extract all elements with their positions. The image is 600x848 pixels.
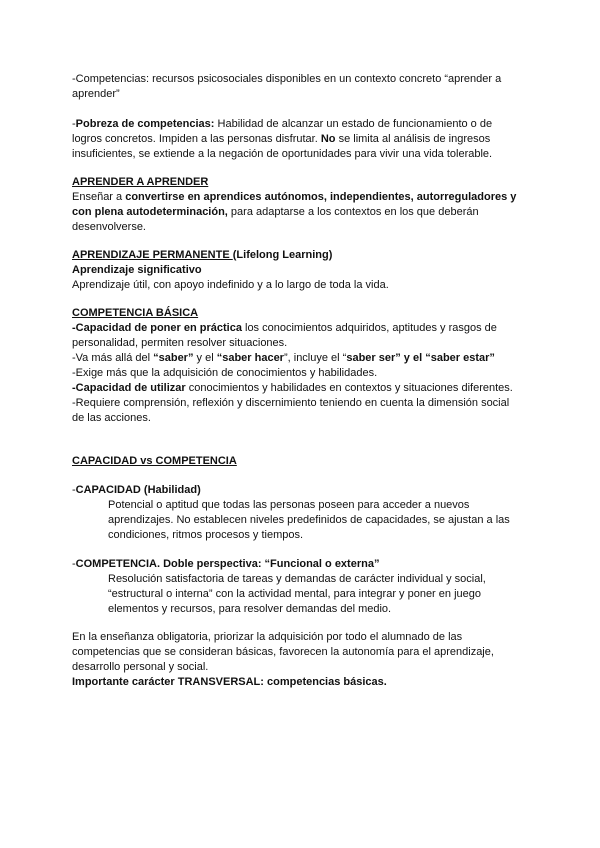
final-line-1: En la enseñanza obligatoria, priorizar la adquisición por todo el alumnado de las (72, 631, 463, 643)
competencia-line-3: elementos y recursos, para resolver demandas del medio. (108, 603, 392, 615)
capacidad-line-1: Potencial o aptitud que todas las personas poseen para acceder a nuevos (108, 499, 470, 511)
pobreza-line-1: -Pobreza de competencias: Habilidad de alcanzar un estado de funcionamiento o de (72, 118, 493, 130)
basica-line-5: -Capacidad de utilizar conocimientos y habilidades en contextos y situaciones diferentes. (72, 382, 513, 394)
basica-line-6: -Requiere comprensión, reflexión y discernimiento teniendo en cuenta la dimensión social (72, 397, 510, 409)
pobreza-line-3: insuficientes, se extiende a la negación de oportunidades para vivir una vida tolerable. (72, 148, 493, 160)
aprender-line-2: con plena autodeterminación, para adaptarse a los contextos en los que deberán (72, 206, 479, 218)
capacidad-title: -CAPACIDAD (Habilidad) (72, 484, 201, 496)
final-line-4: Importante carácter TRANSVERSAL: competencias básicas. (72, 676, 387, 688)
competencia-line-1: Resolución satisfactoria de tareas y demandas de carácter individual y social, (108, 573, 486, 585)
basica-line-4: -Exige más que la adquisición de conocimientos y habilidades. (72, 367, 378, 379)
aprender-heading: APRENDER A APRENDER (72, 176, 209, 188)
permanente-line-1: Aprendizaje útil, con apoyo indefinido y a lo largo de toda la vida. (72, 279, 389, 291)
competencia-line-2: “estructural o interna” con la actividad mental, para integrar y poner en juego (108, 588, 481, 600)
capacidad-line-2: aprendizajes. No establecen niveles predefinidos de capacidades, se ajustan a las (108, 514, 510, 526)
basica-heading: COMPETENCIA BÁSICA (72, 307, 199, 319)
aprender-line-3: desenvolverse. (72, 221, 146, 233)
capacidad-line-3: condiciones, ritmos procesos y tiempos. (108, 529, 304, 541)
final-line-3: desarrollo personal y social. (72, 661, 209, 673)
competencia-title: -COMPETENCIA. Doble perspectiva: “Funcional o externa” (72, 558, 380, 570)
vs-heading: CAPACIDAD vs COMPETENCIA (72, 455, 237, 467)
basica-line-2: personalidad, permiten resolver situaciones. (72, 337, 288, 349)
aprender-line-1: Enseñar a convertirse en aprendices autónomos, independientes, autorreguladores y (72, 191, 517, 203)
permanente-subheading: Aprendizaje significativo (72, 264, 202, 276)
competencias-line-2: aprender” (72, 88, 120, 100)
pobreza-line-2: logros concretos. Impiden a las personas disfrutar. No se limita al análisis de ingresos (72, 133, 491, 145)
final-line-2: competencias que se consideran básicas, favorecen la autonomía para el aprendizaje, (72, 646, 494, 658)
basica-line-3: -Va más allá del “saber” y el “saber hacer”, incluye el “saber ser” y el “saber estar” (72, 352, 495, 364)
basica-line-1: -Capacidad de poner en práctica los conocimientos adquiridos, aptitudes y rasgos de (72, 322, 497, 334)
basica-line-7: de las acciones. (72, 412, 151, 424)
permanente-heading: APRENDIZAJE PERMANENTE (Lifelong Learning) (72, 249, 333, 261)
competencias-line-1: -Competencias: recursos psicosociales disponibles en un contexto concreto “aprender a (72, 73, 502, 85)
